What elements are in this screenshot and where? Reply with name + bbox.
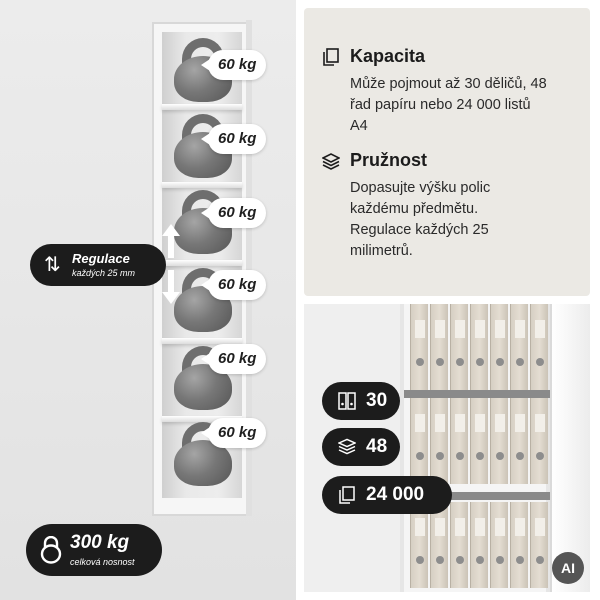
regulace-subtitle: každých 25 mm [72, 268, 136, 278]
kapacita-title: Kapacita [350, 46, 426, 66]
up-down-arrows-icon: ⇅ [44, 254, 61, 276]
kettlebell-icon [38, 536, 64, 564]
binder-cabinet-door [550, 304, 590, 592]
binder-row [408, 502, 550, 588]
documents-icon [322, 48, 340, 66]
cabinet-photo-panel [0, 0, 296, 600]
text-line: řad papíru nebo 24 000 listů [350, 97, 531, 113]
text-line: Dopasujte výšku polic [350, 180, 491, 196]
binders-icon [338, 392, 356, 410]
shelf [162, 260, 242, 266]
text-line: Regulace každých 25 [350, 222, 489, 238]
weight-label: 60 kg [208, 270, 266, 300]
paper-stack-icon [338, 438, 356, 456]
weight-label: 60 kg [208, 418, 266, 448]
stat-value-binders: 30 [366, 390, 388, 411]
kapacita-text [350, 74, 547, 137]
stat-badge-paper [322, 428, 400, 466]
stat-value-paper: 48 [366, 436, 388, 457]
weight-label: 60 kg [208, 198, 266, 228]
features-info-panel [304, 8, 590, 296]
weight-label: 60 kg [208, 50, 266, 80]
stat-badge-binders [322, 382, 400, 420]
stack-layers-icon [322, 152, 340, 170]
pruznost-text [350, 178, 490, 262]
weight-label: 60 kg [208, 124, 266, 154]
arrow-down-icon [162, 270, 180, 306]
regulace-badge [30, 244, 166, 286]
shelf [162, 104, 242, 110]
binder-shelf [404, 390, 554, 398]
total-capacity-badge [26, 524, 162, 576]
total-capacity-value: 300 kg [70, 532, 130, 553]
binder-row [408, 398, 550, 484]
shelf [162, 182, 242, 188]
ai-badge: AI [552, 552, 584, 584]
text-line: milimetrů. [350, 243, 413, 259]
text-line: A4 [350, 118, 368, 134]
weight-label: 60 kg [208, 344, 266, 374]
binder-row [408, 304, 550, 390]
arrow-up-icon [162, 224, 180, 260]
text-line: Může pojmout až 30 děličů, 48 [350, 76, 547, 92]
text-line: každému předmětu. [350, 201, 479, 217]
binder-cabinet [400, 304, 550, 592]
total-capacity-subtitle: celková nosnost [70, 557, 135, 567]
sheets-icon [338, 486, 356, 504]
regulace-title: Regulace [72, 251, 130, 266]
pruznost-title: Pružnost [350, 150, 428, 170]
stat-badge-sheets [322, 476, 452, 514]
stat-value-sheets: 24 000 [366, 484, 425, 505]
